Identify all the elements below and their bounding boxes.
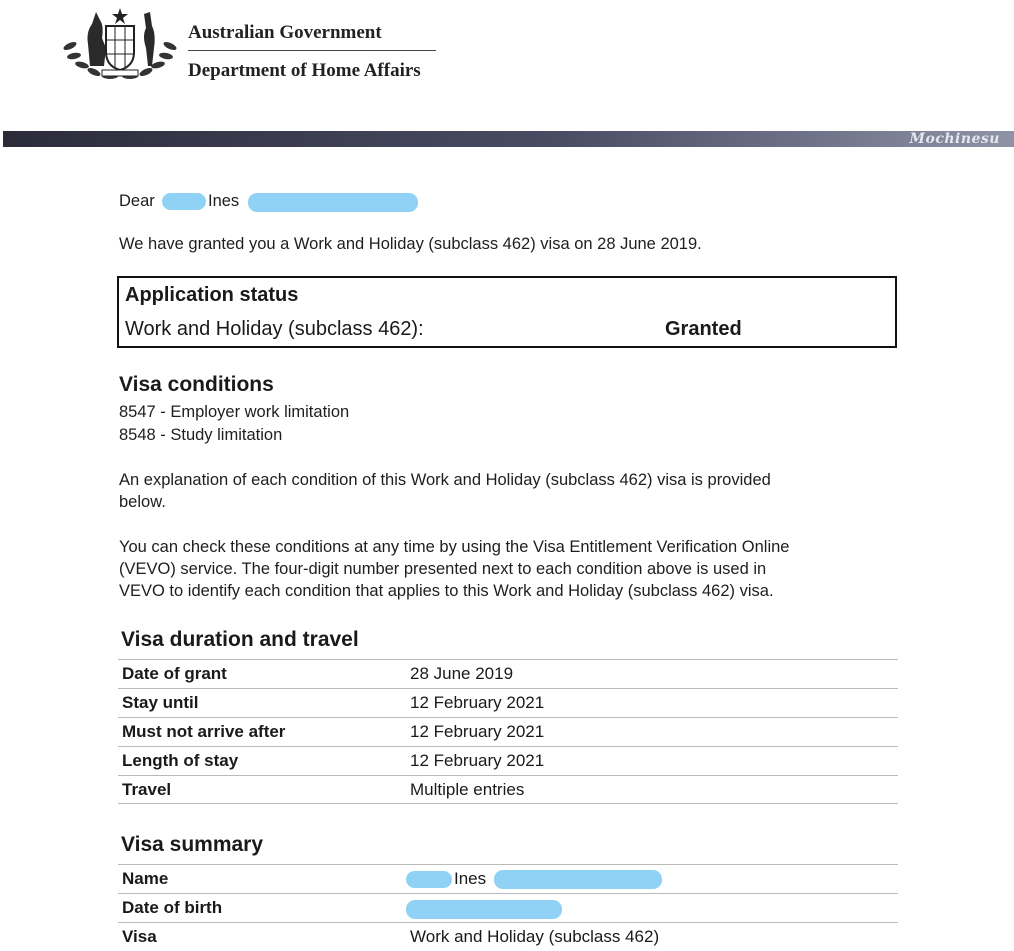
coat-of-arms-icon <box>60 4 180 84</box>
table-row <box>118 922 898 951</box>
condition-item: 8548 - Study limitation <box>119 426 283 444</box>
row-value: 12 February 2021 <box>410 693 545 712</box>
explanation-line: below. <box>119 493 166 511</box>
row-label: Length of stay <box>122 751 239 770</box>
row-value: 12 February 2021 <box>410 751 545 770</box>
table-row <box>118 688 898 717</box>
condition-item: 8547 - Employer work limitation <box>119 403 350 421</box>
department-name: Department of Home Affairs <box>188 60 421 81</box>
application-status-value: Granted <box>665 318 742 340</box>
visa-duration-table <box>118 659 898 804</box>
application-status-title: Application status <box>125 284 299 306</box>
redacted-surname <box>494 870 662 889</box>
grant-intro: We have granted you a Work and Holiday (subclass 462) visa on 28 June 2019. <box>119 235 702 253</box>
greeting-word: Dear <box>119 192 155 210</box>
redacted-surname <box>248 193 418 212</box>
explanation-line: An explanation of each condition of this Work and Holiday (subclass 462) visa is provided <box>119 471 771 489</box>
row-value: Ines <box>454 869 487 888</box>
table-row <box>118 864 898 893</box>
application-status-label: Work and Holiday (subclass 462): <box>125 318 424 340</box>
row-label: Date of birth <box>122 898 223 917</box>
table-row <box>118 717 898 746</box>
row-label: Stay until <box>122 693 199 712</box>
redacted-title <box>162 193 206 210</box>
table-row <box>118 775 898 804</box>
row-value: 28 June 2019 <box>410 664 514 683</box>
greeting-first-name: Ines <box>208 192 240 210</box>
vevo-line: (VEVO) service. The four-digit number presented next to each condition above is used in <box>119 560 767 578</box>
row-label: Travel <box>122 780 172 799</box>
vevo-line: You can check these conditions at any time by using the Visa Entitlement Verification Online <box>119 538 790 556</box>
visa-summary-table <box>118 864 898 951</box>
visa-duration-heading: Visa duration and travel <box>121 628 359 651</box>
header-divider <box>188 50 436 51</box>
application-status-box <box>117 276 897 348</box>
letterhead <box>0 0 1014 130</box>
visa-conditions-heading: Visa conditions <box>119 373 274 396</box>
visa-summary-heading: Visa summary <box>121 833 264 856</box>
row-value: Multiple entries <box>410 780 525 799</box>
row-label: Date of grant <box>122 664 227 683</box>
watermark: Mochinesu <box>909 131 1000 147</box>
header-banner <box>3 131 1014 147</box>
conditions-explanation <box>119 469 771 513</box>
row-value: Work and Holiday (subclass 462) <box>410 927 660 946</box>
table-row <box>118 659 898 688</box>
row-value: 12 February 2021 <box>410 722 545 741</box>
redacted-date-of-birth <box>406 900 562 919</box>
table-row <box>118 746 898 775</box>
row-label: Must not arrive after <box>122 722 286 741</box>
table-row <box>118 893 898 922</box>
redacted-name-prefix <box>406 871 452 888</box>
vevo-line: VEVO to identify each condition that applies to this Work and Holiday (subclass 462) visa. <box>119 582 774 600</box>
government-name: Australian Government <box>188 22 382 43</box>
row-label: Visa <box>122 927 157 946</box>
row-label: Name <box>122 869 169 888</box>
vevo-paragraph <box>119 536 789 602</box>
